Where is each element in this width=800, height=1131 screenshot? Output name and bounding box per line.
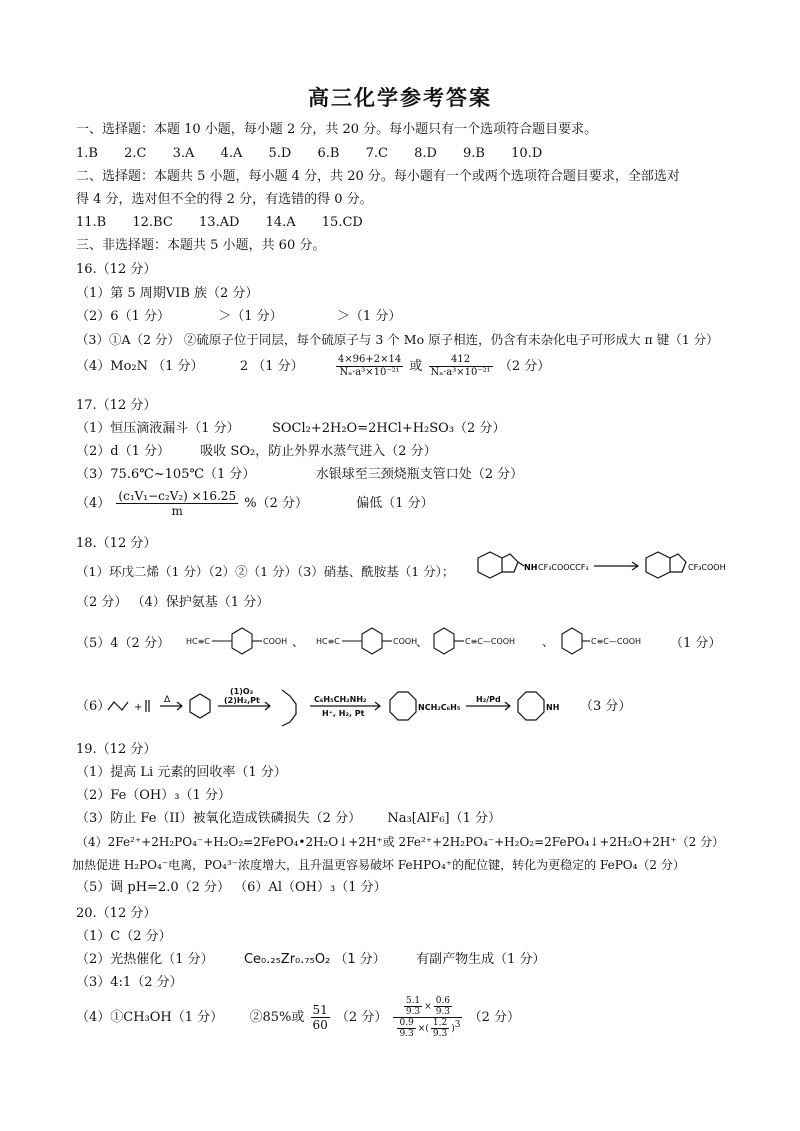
azepane-benzyl-ring <box>390 692 416 720</box>
q18-isomers <box>170 622 670 668</box>
q18-line2: （2 分） （4）保护氨基（1 分） <box>76 595 270 610</box>
q20-line4d: （2 分） <box>468 1010 520 1025</box>
q16-header: 16.（12 分） <box>76 262 157 277</box>
answer-9: 9.B <box>463 146 485 161</box>
q16-line2a: （2）6（1 分） <box>76 309 170 324</box>
q17-line1 <box>76 420 505 438</box>
isomer-sep-2: 、 <box>416 635 429 649</box>
dialdehyde <box>282 690 296 726</box>
q16-line4c: （2 分） <box>498 359 551 374</box>
q19-line3b: Na₃[AlF₆]（1 分） <box>387 811 502 826</box>
q18-line5b: （1 分） <box>670 636 722 651</box>
q20-line2b: Ce₀.₂₅Zr₀.₇₅O₂ （1 分） <box>243 952 386 967</box>
f2-bot-b: 1.2 <box>432 1018 448 1028</box>
q20-line1: （1）C（2 分） <box>76 929 172 944</box>
q18-product: CF₃COOH <box>688 563 726 572</box>
q17-line4c: 偏低（1 分） <box>356 496 434 511</box>
q17-line3b: 水银球至三颈烧瓶支管口处（2 分） <box>315 467 524 482</box>
route-reagent-2: (2)H₂,Pt <box>224 696 260 705</box>
q20-line2a: （2）光热催化（1 分） <box>76 952 214 967</box>
q20-line2c: 有副产物生成（1 分） <box>416 952 546 967</box>
product-bridge-ring <box>670 554 686 572</box>
q17-line4 <box>76 489 434 518</box>
q18-line6a: （6） <box>76 699 111 714</box>
page-title: 高三化学参考答案 <box>308 86 492 110</box>
bridge-ring <box>502 554 518 572</box>
answer-6: 6.B <box>317 146 340 161</box>
f2-times-1: × <box>424 1002 432 1012</box>
q17-fraction <box>116 489 238 518</box>
q20-fraction-1-den: 60 <box>312 1018 328 1032</box>
q18-line6b: （3 分） <box>580 699 632 714</box>
butadiene <box>108 702 128 710</box>
q20-header: 20.（12 分） <box>76 906 157 921</box>
q17-line2a: （2）d（1 分） <box>76 444 170 459</box>
q17-line3a: （3）75.6℃~105℃（1 分） <box>76 467 256 482</box>
q16-line2 <box>76 308 401 326</box>
q20-fraction-1 <box>311 1003 330 1032</box>
q19-line6: （5）调 pH=2.0（2 分） （6）Al（OH）₃（1 分） <box>76 880 387 895</box>
q17-fraction-den: m <box>171 504 183 518</box>
q17-header: 17.（12 分） <box>76 398 157 413</box>
answer-4: 4.A <box>220 146 243 161</box>
q16-line4 <box>76 354 550 379</box>
isomer2-cooh: COOH <box>393 637 418 646</box>
route-reagent-3: C₆H₅CH₂NH₂ <box>314 695 367 704</box>
q16-line3b: ②硫原子位于同层，每个硫原子与 3 个 Mo 原子相连，仍含有未杂化电子可形成大 π 键（1 分） <box>183 332 719 347</box>
f2-top-a-den: 9.3 <box>405 1007 421 1017</box>
isomer-sep-1: 、 <box>292 635 305 649</box>
route-reagent-4: H⁺, H₂, Pt <box>322 709 365 718</box>
section2-heading-line2: 得 4 分，选对但不全的得 2 分，有选错的得 0 分。 <box>76 192 373 207</box>
q20-fraction-1-num: 51 <box>312 1003 328 1017</box>
q18-reagent: CF₃COOCCF₃ <box>538 563 589 572</box>
delta-sign: Δ <box>164 695 171 705</box>
answer-13: 13.AD <box>198 215 240 230</box>
answer-10: 10.D <box>511 146 543 161</box>
product-benzene-ring <box>646 552 670 578</box>
f2-top-a: 5.1 <box>405 996 421 1006</box>
plus-sign: + <box>134 702 143 713</box>
answer-1: 1.B <box>76 146 98 161</box>
q20-fraction-2-bottom: $\frac{0.9}{9.3}$ ×( $\frac{1.2}{9.3}$ )$^3$ <box>399 1018 461 1039</box>
q20-line4c: （2 分） <box>335 1010 388 1025</box>
section1-heading: 一、选择题：本题 10 小题，每小题 2 分，共 20 分。每小题只有一个选项符合题目要求。 <box>76 122 598 137</box>
answer-8: 8.D <box>414 146 437 161</box>
q18-line1: （1）环戊二烯（1 分）（2）②（1 分）（3）硝基、酰胺基（1 分）； <box>76 564 455 579</box>
q16-line1: （1）第 5 周期VIB 族（2 分） <box>76 286 259 301</box>
q19-line3a: （3）防止 Fe（II）被氧化造成铁磷损失（2 分） <box>76 811 362 826</box>
q16-fraction-1-num: 4×96+2×14 <box>337 354 402 365</box>
answer-3: 3.A <box>172 146 195 161</box>
q16-line4a: （4）Mo₂N （1 分） <box>76 359 204 374</box>
answer-5: 5.D <box>268 146 292 161</box>
q19-line5: 加热促进 H₂PO₄⁻电离，PO₄³⁻浓度增大，且升温更容易破坏 FeHPO₄⁺的配位键，转化为更稳定的 FePO₄（2 分） <box>72 858 685 872</box>
q16-fraction-1-den: Nₐ·a³×10⁻²¹ <box>339 367 400 378</box>
q16-fraction-2 <box>429 354 493 379</box>
q20-line4b: ②85%或 <box>249 1010 305 1025</box>
q16-line2c: ＞（1 分） <box>336 309 402 324</box>
f2-bot-b-den: 9.3 <box>432 1029 448 1039</box>
q20-line4a: （4）①CH₃OH（1 分） <box>76 1010 224 1025</box>
q19-line4: （4）2Fe²⁺+2H₂PO₄⁻+H₂O₂=2FePO₄•2H₂O↓+2H⁺或 2Fe²⁺+2H₂PO₄⁻+H₂O₂=2FePO₄↓+2H₂O+2H⁺（2 分） <box>76 835 725 849</box>
q17-line4b: %（2 分） <box>244 496 308 511</box>
q18-synthesis-route <box>100 680 600 736</box>
q20-line4 <box>76 996 520 1039</box>
q17-line1a: （1）恒压滴液漏斗（1 分） <box>76 421 240 436</box>
isomer1-cooh: COOH <box>263 637 288 646</box>
isomer3-ring <box>434 628 454 654</box>
q17-line1b: SOCl₂+2H₂O=2HCl+H₂SO₃（2 分） <box>271 421 506 436</box>
q19-header: 19.（12 分） <box>76 742 157 757</box>
section2-heading-line1: 二、选择题：本题共 5 小题，每小题 4 分，共 20 分。每小题有一个或两个选项符合题目要求，全部选对 <box>76 169 680 184</box>
q19-line2: （2）Fe（OH）₃（1 分） <box>76 788 231 803</box>
answer-12: 12.BC <box>132 215 173 230</box>
q18-nh-label: NH <box>524 563 538 572</box>
q17-line2 <box>76 443 437 461</box>
f2-times-2: × <box>417 1024 426 1034</box>
q20-line2 <box>76 951 546 969</box>
q16-fraction-1 <box>336 354 403 379</box>
benzene-ring <box>478 552 502 578</box>
q20-fraction-2 <box>393 996 462 1039</box>
route-nh: NH <box>546 703 560 712</box>
q16-line3 <box>76 331 719 349</box>
q16-fraction-2-den: Nₐ·a³×10⁻²¹ <box>430 367 491 378</box>
section1-answers <box>76 145 564 163</box>
q18-line5a: （5）4（2 分） <box>76 636 170 651</box>
isomer1-ring <box>232 628 252 654</box>
isomer4-chain: C≡C—COOH <box>591 637 642 646</box>
q19-line1: （1）提高 Li 元素的回收率（1 分） <box>76 765 287 780</box>
q17-fraction-num: (c₁V₁−c₂V₂) ×16.25 <box>118 489 237 503</box>
q17-line2b: 吸收 SO₂，防止外界水蒸气进入（2 分） <box>200 444 437 459</box>
isomer3-chain: C≡C—COOH <box>465 637 516 646</box>
q18-reaction-scheme <box>466 548 726 596</box>
answer-7: 7.C <box>365 146 388 161</box>
answer-14: 14.A <box>265 215 296 230</box>
q16-or: 或 <box>409 359 423 374</box>
q16-line4b: 2 （1 分） <box>239 359 304 374</box>
q19-line3 <box>76 810 501 828</box>
q18-header: 18.（12 分） <box>76 536 157 551</box>
f2-top-b-den: 9.3 <box>435 1007 451 1017</box>
q20-line3: （3）4:1（2 分） <box>76 975 183 990</box>
answer-15: 15.CD <box>321 215 363 230</box>
azepane-ring <box>518 692 544 720</box>
f2-bot-a: 0.9 <box>399 1018 414 1028</box>
isomer-sep-3: 、 <box>542 635 555 649</box>
route-reagent-5: H₂/Pd <box>476 695 501 704</box>
q17-line3 <box>76 466 523 484</box>
isomer2-ring <box>362 628 382 654</box>
f2-bot-a-den: 9.3 <box>399 1029 414 1039</box>
q16-line3a: （3）①A（2 分） <box>76 332 180 347</box>
isomer2-alkyne: HC≡C <box>316 637 340 646</box>
f2-top-b: 0.6 <box>435 996 451 1006</box>
q17-line4a: （4） <box>76 496 111 511</box>
section3-heading: 三、非选择题：本题共 5 小题，共 60 分。 <box>76 238 326 253</box>
route-n-benzyl: NCH₂C₆H₅ <box>418 703 461 712</box>
isomer1-alkyne: HC≡C <box>186 637 210 646</box>
q20-fraction-2-top <box>393 996 462 1018</box>
answer-11: 11.B <box>76 215 107 230</box>
answer-2: 2.C <box>124 146 147 161</box>
section2-answers <box>76 214 385 232</box>
q16-fraction-2-num: 412 <box>429 354 493 367</box>
cyclohexene-ring <box>190 694 210 718</box>
isomer4-ring <box>562 628 582 654</box>
route-reagent-1: (1)O₃ <box>230 687 254 696</box>
q16-line2b: ＞（1 分） <box>218 309 283 324</box>
